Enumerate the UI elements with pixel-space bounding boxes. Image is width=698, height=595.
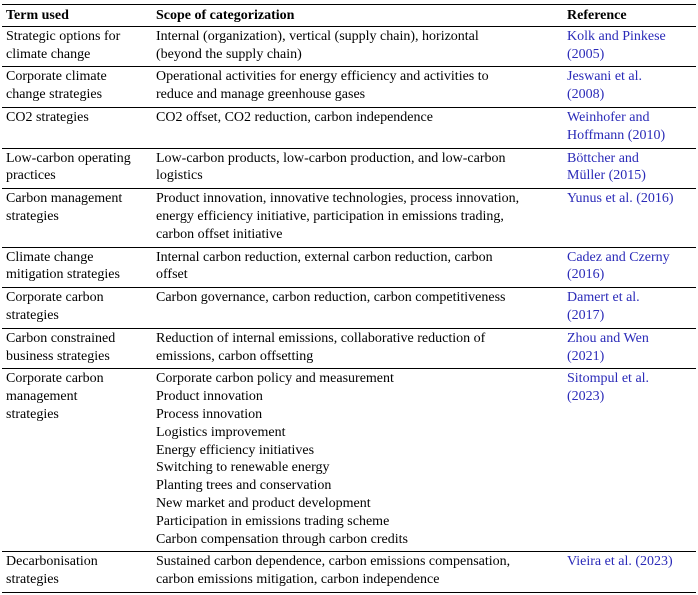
reference-cell-line[interactable]: Jeswani et al.	[567, 69, 643, 85]
header-scope: Scope of categorization	[156, 8, 295, 23]
term-cell	[2, 150, 155, 186]
reference-cell[interactable]	[566, 553, 696, 589]
term-cell-line: Carbon management	[6, 191, 123, 207]
term-cell	[2, 190, 155, 243]
term-cell-line: strategies	[6, 572, 59, 588]
reference-cell-line[interactable]: Yunus et al. (2016)	[567, 191, 674, 207]
term-cell-line: mitigation strategies	[6, 267, 120, 283]
scope-cell-line: Sustained carbon dependence, carbon emissions compensation,	[156, 554, 511, 570]
table-body	[2, 27, 696, 593]
scope-cell-line: (beyond the supply chain)	[156, 46, 302, 62]
term-cell-line: Decarbonisation	[6, 554, 98, 570]
scope-cell-line: Product innovation, innovative technologies, process innovation,	[156, 191, 520, 207]
reference-cell-line[interactable]: Zhou and Wen	[567, 330, 649, 346]
strategies-table	[2, 4, 696, 593]
scope-cell-line: Corporate carbon policy and measurement	[156, 371, 394, 387]
term-cell-line: CO2 strategies	[6, 109, 89, 125]
table-row	[2, 67, 696, 108]
term-cell	[2, 68, 155, 104]
table-row	[2, 552, 696, 593]
reference-cell-line[interactable]: Cadez and Czerny	[567, 249, 670, 265]
header-reference: Reference	[567, 8, 627, 23]
table-row	[2, 248, 696, 289]
term-cell-line: strategies	[6, 208, 59, 224]
scope-cell	[155, 330, 566, 366]
scope-cell-line: Product innovation	[156, 389, 263, 405]
reference-cell-line[interactable]: Hoffmann (2010)	[567, 127, 666, 143]
term-cell-line: management	[6, 389, 78, 405]
reference-cell-line[interactable]: (2017)	[567, 307, 605, 323]
reference-cell-line[interactable]: Kolk and Pinkese	[567, 28, 666, 44]
scope-cell-line: Energy efficiency initiatives	[156, 442, 315, 458]
reference-cell-line[interactable]: Böttcher and	[567, 150, 639, 166]
scope-cell-line: New market and product development	[156, 495, 371, 511]
term-cell-line: Corporate climate	[6, 69, 107, 85]
scope-cell-line: Process innovation	[156, 406, 263, 422]
scope-cell-line: Carbon compensation through carbon credits	[156, 531, 408, 547]
term-cell-line: Carbon constrained	[6, 330, 116, 346]
term-cell	[2, 330, 155, 366]
scope-cell	[155, 249, 566, 285]
table-header-row	[2, 4, 696, 27]
reference-cell[interactable]	[566, 68, 696, 104]
term-cell	[2, 109, 155, 145]
table-row	[2, 329, 696, 370]
scope-cell-line: Logistics improvement	[156, 424, 286, 440]
table-row	[2, 108, 696, 149]
reference-cell[interactable]	[566, 289, 696, 325]
scope-cell	[155, 150, 566, 186]
scope-cell-line: Participation in emissions trading scheme	[156, 513, 390, 529]
reference-cell-line[interactable]: (2023)	[567, 389, 605, 405]
term-cell-line: Low-carbon operating	[6, 150, 131, 166]
term-cell	[2, 289, 155, 325]
scope-cell-line: Low-carbon products, low-carbon production, and low-carbon	[156, 150, 506, 166]
term-cell	[2, 370, 155, 548]
term-cell-line: climate change	[6, 46, 91, 62]
term-cell-line: practices	[6, 168, 56, 184]
scope-cell-line: carbon emissions mitigation, carbon independence	[156, 572, 440, 588]
scope-cell-line: carbon offset initiative	[156, 226, 283, 242]
scope-cell	[155, 68, 566, 104]
term-cell-line: Strategic options for	[6, 28, 121, 44]
scope-cell	[155, 370, 566, 548]
reference-cell-line[interactable]: Damert et al.	[567, 290, 640, 306]
reference-cell-line[interactable]: Müller (2015)	[567, 168, 646, 184]
scope-cell-line: Carbon governance, carbon reduction, carbon competitiveness	[156, 290, 506, 306]
term-cell-line: strategies	[6, 307, 59, 323]
scope-cell-line: CO2 offset, CO2 reduction, carbon independence	[156, 109, 433, 125]
term-cell-line: business strategies	[6, 348, 110, 364]
scope-cell	[155, 190, 566, 243]
term-cell-line: strategies	[6, 406, 59, 422]
scope-cell-line: logistics	[156, 168, 203, 184]
table-row	[2, 189, 696, 247]
reference-cell[interactable]	[566, 109, 696, 145]
scope-cell-line: Internal carbon reduction, external carbon reduction, carbon	[156, 249, 493, 265]
term-cell-line: change strategies	[6, 87, 103, 103]
reference-cell[interactable]	[566, 190, 696, 243]
reference-cell-line[interactable]: (2008)	[567, 87, 605, 103]
term-cell	[2, 249, 155, 285]
table-row	[2, 369, 696, 552]
scope-cell	[155, 28, 566, 64]
scope-cell-line: Reduction of internal emissions, collaborative reduction of	[156, 330, 486, 346]
term-cell-line: Climate change	[6, 249, 94, 265]
reference-cell-line[interactable]: (2005)	[567, 46, 605, 62]
scope-cell-line: Planting trees and conservation	[156, 478, 332, 494]
term-cell	[2, 553, 155, 589]
reference-cell[interactable]	[566, 28, 696, 64]
term-cell	[2, 28, 155, 64]
reference-cell[interactable]	[566, 249, 696, 285]
scope-cell-line: energy efficiency initiative, participation in emissions trading,	[156, 208, 504, 224]
reference-cell-line[interactable]: Vieira et al. (2023)	[567, 554, 673, 570]
reference-cell[interactable]	[566, 330, 696, 366]
scope-cell-line: Internal (organization), vertical (supply chain), horizontal	[156, 28, 479, 44]
header-term: Term used	[6, 8, 69, 23]
term-cell-line: Corporate carbon	[6, 290, 104, 306]
reference-cell[interactable]	[566, 150, 696, 186]
table-row	[2, 27, 696, 68]
scope-cell-line: reduce and manage greenhouse gases	[156, 87, 366, 103]
scope-cell-line: Switching to renewable energy	[156, 460, 330, 476]
reference-cell-line[interactable]: Sitompul et al.	[567, 371, 650, 387]
reference-cell[interactable]	[566, 370, 696, 548]
reference-cell-line[interactable]: (2016)	[567, 267, 605, 283]
scope-cell	[155, 553, 566, 589]
scope-cell-line: offset	[156, 267, 188, 283]
scope-cell	[155, 109, 566, 145]
table-row	[2, 288, 696, 329]
term-cell-line: Corporate carbon	[6, 371, 104, 387]
table-row	[2, 149, 696, 190]
scope-cell	[155, 289, 566, 325]
reference-cell-line[interactable]: Weinhofer and	[567, 109, 650, 125]
reference-cell-line[interactable]: (2021)	[567, 348, 605, 364]
scope-cell-line: emissions, carbon offsetting	[156, 348, 314, 364]
scope-cell-line: Operational activities for energy efficiency and activities to	[156, 69, 489, 85]
